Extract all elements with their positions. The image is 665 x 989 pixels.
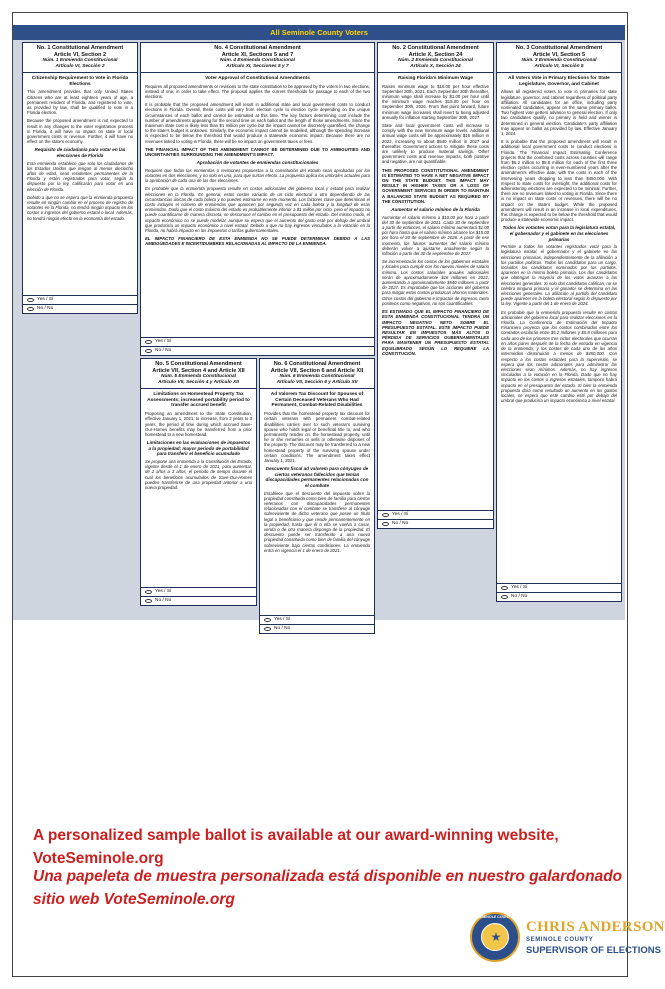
amendment-2-es-text: Aumentar el salario mínimo a $10.00 por hora a partir del 30 de septiembre de 2021. Cada 30 de septiembre a partir de entonces, el salario mínimo aumentará $1.00 por hora hasta que el salario mínimo alcance los $15.00 por hora el 30 de septiembre de 2026. A partir de ese momento, los futuros aumentos del salario mínimo deberán volver a ajustarse anualmente según la inflación a partir del 30 de septiembre de 2027. bbox=[382, 214, 489, 257]
amendment-4-title: No. 4 Constitutional Amendment bbox=[214, 45, 301, 51]
amendment-5-subtitle: Limitations on Homestead Property Tax Assessments; increased portability period to transfer accrued benefit bbox=[147, 391, 250, 409]
no-label: No / No bbox=[155, 598, 172, 603]
amendment-6-card bbox=[259, 358, 375, 634]
amendment-1-article: Article VI, Section 2 bbox=[53, 51, 107, 58]
ballot-area bbox=[13, 40, 625, 631]
amendment-3-text: Allows all registered voters to vote in primaries for state legislature, governor, and cabinet regardless of political party affiliation. All candidates for an office, including party nominated candidates, appear on the same primary ballot. Two highest vote getters advance to general election. If only two candidates qualify, no primary is held and winner is determined in general election. Candidate's party affiliation may appear on ballot as provided by law. Effective January 1, 2024. bbox=[501, 89, 617, 136]
amendment-4-yes[interactable] bbox=[141, 337, 374, 346]
amendment-4-es-text: Requiere que todas las enmiendas o revisiones propuestas a la constitución del estado sean aprobadas por los votantes en dos elecciones, y no solo en una, para que surtan efecto. La propuesta aplica los umbrales actuales para la aprobación de cada una de las dos elecciones. bbox=[145, 167, 370, 184]
amendment-5-yes[interactable] bbox=[141, 587, 256, 596]
county-seal-icon bbox=[470, 912, 520, 962]
vote-oval-icon[interactable] bbox=[501, 586, 508, 590]
no-label: No / No bbox=[511, 594, 528, 599]
amendment-6-es-title: Núm. 6 Enmienda Constitucional bbox=[279, 374, 355, 380]
amendment-1-title: No. 1 Constitutional Amendment bbox=[36, 45, 124, 51]
amendment-2-title: No. 2 Constitutional Amendment bbox=[392, 45, 479, 51]
amendment-2-no[interactable] bbox=[378, 519, 493, 528]
amendment-1-es-subtitle: Requisito de ciudadanía para votar en las elecciones de Florida bbox=[34, 147, 126, 158]
amendment-2-es-subtitle: Aumentar el salario mínimo de la Florida bbox=[391, 207, 480, 213]
vote-oval-icon[interactable] bbox=[27, 307, 34, 311]
amendment-2-es-caps: ES ESTIMADO QUE EL IMPACTO FINANCIERO DE ESTA ENMIENDA CONSTITUCIONAL TENDRÁ UN IMPACTO NEGATIVO NETO SOBRE EL PRESUPUESTO ESTATAL. ESTE IMPACTO PUEDE RESULTAR EN IMPUESTOS MÁS ALTOS O PÉRDIDA DE SERVICIOS GUBERNAMENTALES PARA MANTENER UN PRESUPUESTO ESTATAL EQUILIBRADO SEGÚN LO REQUIERE LA CONSTITUCIÓN. bbox=[382, 309, 489, 356]
sample-ballot-notice-es bbox=[33, 865, 623, 911]
amendment-6-subtitle: Ad Valorem Tax Discount for Spouses of Certain Deceased Veterans Who Had Permanent, Combat-Related Disabilities bbox=[270, 391, 364, 409]
amendment-3-article: Article VI, Section 5 bbox=[532, 51, 586, 58]
amendment-1-card bbox=[22, 42, 138, 314]
no-label: No / No bbox=[392, 521, 409, 526]
amendment-5-article: Article VII, Section 4 and Article XII bbox=[152, 367, 245, 374]
amendment-4-es-article: Artículo XI, Secciones 5 y 7 bbox=[226, 63, 289, 69]
yes-label: Yes / Sí bbox=[392, 512, 409, 517]
vote-oval-icon[interactable] bbox=[27, 298, 34, 302]
amendment-5-title: No. 5 Constitutional Amendment bbox=[155, 361, 242, 367]
seal-text: SEMINOLE COUNTY bbox=[477, 915, 513, 919]
amendment-2-article: Article X, Section 24 bbox=[408, 51, 463, 58]
amendment-4-article: Article XI, Sections 5 and 7 bbox=[221, 51, 294, 58]
star-icon: ★ bbox=[490, 930, 502, 944]
amendment-5-es-title: Núm. 5 Enmienda Constitucional bbox=[161, 374, 236, 380]
no-label: No / No bbox=[155, 348, 172, 353]
amendment-1-no[interactable] bbox=[23, 304, 137, 313]
amendment-1-impact: Because the proposed amendment is not expected to result in any changes to the voter registration process in Florida, it will have no impact on state or local government costs or revenue. Further, it will have no effect on the state's economy. bbox=[27, 118, 133, 145]
amendment-1-es-title: Núm. 1 Enmienda Constitucional bbox=[42, 58, 118, 64]
amendment-6-es-subtitle: Descuento fiscal ad valorem para cónyuges de ciertos veteranos fallecidos que tenían discapacidades permanentes relacionadas con el combate bbox=[265, 466, 369, 488]
amendment-4-no[interactable] bbox=[141, 346, 374, 355]
yes-label: Yes / Sí bbox=[155, 339, 172, 344]
website-link-es[interactable]: sitio web VoteSeminole.org bbox=[33, 891, 235, 908]
amendment-1-es-article: Artículo VI, Sección 2 bbox=[55, 63, 105, 69]
yes-label: Yes / Sí bbox=[37, 297, 54, 302]
amendment-5-text: Proposing an amendment to the State Constitution, effective January 1, 2021, to increase, from 2 years to 3 years, the period of time during which accrued Save-Our-Homes benefits may be transferred from a prior homestead to a new homestead. bbox=[145, 411, 252, 437]
amendment-4-impact: It is probable that the proposed amendment will result in additional state and local government costs to conduct elections in Florida. Overall, these costs will vary from election cycle to election cycle depending on the unique circumstances of each ballot and cannot be estimated at this time. The key factors determining cost include the number of amendments appearing for the second time on each ballot and the length of those amendments. Since the maximum state cost is likely less than $1 million per cycle but the impact cannot be discretely quantified, the change to the state's budget is unknown. Similarly, the economic impact cannot be modelled, although the spending increase is expected to be below the threshold that would produce a statewide economic impact. Because there are no revenues linked to voting in Florida, there will be no impact on government taxes or fees. bbox=[145, 102, 370, 144]
amendment-4-es-caps: EL IMPACTO FINANCIERO DE ESTA ENMIENDA NO SE PUEDE DETERMINAR DEBIDO A LAS AMBIGÜEDADES E INCERTIDUMBRES RELACIONADAS AL IMPACTO DE LA ENMIENDA. bbox=[145, 236, 370, 247]
supervisor-logo bbox=[470, 910, 665, 965]
amendment-3-card bbox=[496, 42, 622, 602]
amendment-2-es-title: Núm. 2 Enmienda Constitucional bbox=[398, 58, 473, 64]
amendment-1-es-impact: Debido a que no se espera que la enmienda propuesta resulte en ningún cambio en el proceso de registro de votantes en la Florida, no tendrá ningún impacto en los costos o ingresos del gobierno estatal o local. Además, no tendrá ningún efecto en la economía del estado. bbox=[27, 194, 133, 221]
amendment-2-impact: State and local government costs will increase to comply with the new minimum wage levels. Additional annual wage costs will be approximately $16 million in 2022, increasing to about $540 million in 2027 and thereafter. Government actions to mitigate these costs are unlikely to produce material savings. Other government costs and revenue impacts, both positive and negative, are not quantifiable. bbox=[382, 123, 489, 165]
amendment-6-es-article: Artículo VII, Sección 6 y Artículo XII bbox=[276, 379, 358, 385]
amendment-3-impact: It is probable that the proposed amendment will result in additional local government costs to conduct elections in Florida. The Financial Impact Estimating Conference projects that the combined costs across counties will range from $5.2 million to $5.8 million for each of the first three election cycles occurring in even-numbered years after the amendment's effective date, with the costs in each of the intervening years dropping to less than $450,000. With respect to state costs for oversight, the additional costs for administering elections are expected to be minimal. Further, there are no revenues linked to voting in Florida. Since there is no impact on state costs or revenues, there will be no impact on the state's budget. While the proposed amendment will result in an increase in local expenditures, this change is expected to be below the threshold that would produce a statewide economic impact. bbox=[501, 139, 617, 223]
supervisor-role: SUPERVISOR OF ELECTIONS bbox=[526, 945, 661, 956]
amendment-6-yes[interactable] bbox=[260, 615, 374, 624]
notice-en-line1: A personalized sample ballot is available at our award-winning website, bbox=[33, 827, 559, 844]
amendment-4-text: Requires all proposed amendments or revisions to the state constitution to be approved by the voters in two elections, instead of one, in order to take effect. The proposal applies the current thresholds for passage to each of the two elections. bbox=[145, 83, 370, 99]
vote-oval-icon[interactable] bbox=[145, 590, 152, 594]
yes-label: Yes / Sí bbox=[274, 617, 291, 622]
amendment-4-es-impact: Es probable que la enmienda propuesta resulte en costos adicionales del gobierno local y estatal para realizar elecciones en la Florida. En general, estos costos variarán de un ciclo electoral a otro dependiendo de las circunstancias únicas de cada boleta y no pueden estimarse en este momento. Los factores clave que determinan el costo incluyen el número de enmiendas que aparecen por segunda vez en cada boleta y la longitud de esas enmiendas. Dado que el costo máximo del estado es probablemente inferior a $1 millón por ciclo, pero el impacto no puede cuantificarse de manera discreta, se desconoce el cambio en el presupuesto del estado. Del mismo modo, el impacto económico no se puede modelar, aunque se espera que el aumento del gasto esté por debajo del umbral que produciría un impacto económico a nivel estatal. Debido a que no hay ingresos vinculados a la votación en la Florida, no habrá impacto en los impuestos o tarifas gubernamentales. bbox=[145, 186, 370, 234]
no-label: No / No bbox=[274, 626, 291, 631]
amendment-6-no[interactable] bbox=[260, 624, 374, 633]
vote-oval-icon[interactable] bbox=[145, 340, 152, 344]
vote-oval-icon[interactable] bbox=[382, 513, 389, 517]
amendment-5-card bbox=[140, 358, 257, 606]
amendment-5-es-article: Artículo VII, Sección 4 y Artículo XII bbox=[158, 379, 239, 385]
amendment-6-article: Article VII, Section 6 and Article XII bbox=[270, 367, 364, 374]
amendment-2-header bbox=[378, 43, 493, 73]
amendment-6-text: Provides that the homestead property tax discount for certain veterans with permanent combat-related disabilities carries over to such veteran's surviving spouse who holds legal or beneficial title to, and who permanently resides on, the homestead property, until he or she remarries or sells or otherwise disposes of the property. The discount may be transferred to a new homestead property of the surviving spouse under certain conditions. The amendment takes effect January 1, 2021. bbox=[264, 411, 370, 463]
amendment-2-es-impact: Se incrementarán los costos de los gobiernos estatales y locales para cumplir con los nuevos niveles de salario mínimo. Los costos salariales anuales adicionales serán de aproximadamente $16 millones en 2022, aumentando a aproximadamente $540 millones a partir de 2027. Es improbable que las acciones del gobierno para mitigar estos costos produzcan ahorros materiales. Otros costos del gobierno e impactos de ingresos, tanto positivos como negativos, no son cuantificables. bbox=[382, 259, 489, 306]
amendment-6-title: No. 6 Constitutional Amendment bbox=[273, 361, 361, 367]
amendment-6-es-text: Establece que el descuento del impuesto sobre la propiedad constituida como bien de familia para ciertos veteranos con discapacidades permanentes relacionadas con el combate se transfiere al cónyuge sobreviviente de dicho veterano que posee un título legal o beneficioso y que reside permanentemente en la propiedad, hasta que él o ella se vuelva a casar, venda o de otra manera disponga de la propiedad. El descuento puede ser transferido a una nueva propiedad constituida como bien de familia del cónyuge sobreviviente bajo ciertas condiciones. La enmienda entra en vigencia el 1 de enero de 2021. bbox=[264, 490, 370, 553]
vote-oval-icon[interactable] bbox=[264, 618, 271, 622]
amendment-3-es-subtitle: Todos los votantes votan para la legislatura estatal, el gobernador y el gabinete en las elecciones primarias bbox=[502, 225, 616, 242]
amendment-3-yes[interactable] bbox=[497, 583, 621, 592]
amendment-2-subtitle: Raising Florida's Minimum Wage bbox=[398, 75, 473, 81]
amendment-3-es-text: Permite a todos los votantes registrados votar para la legislatura estatal, el gobernador y el gabinete en las elecciones primarias, independientemente de la afiliación a los partidos políticos. Todos los candidatos para un cargo, incluidos los candidatos nominados por los partidos, aparecen en la misma boleta primaria. Los dos candidatos que obtengan la mayoría de los votos avanzan a las elecciones generales. Si solo dos candidatos califican, no se celebra ninguna primaria y el ganador se determina en las elecciones generales. La afiliación al partido del candidato puede aparecer en la boleta electoral según lo dispuesto por la ley. Vigente a partir del 1 de enero de 2024. bbox=[501, 244, 617, 307]
amendment-4-subtitle: Voter Approval of Constitutional Amendments bbox=[205, 75, 310, 81]
supervisor-county: SEMINOLE COUNTY bbox=[526, 937, 594, 943]
amendment-4-es-subtitle: Aprobación de votantes de enmiendas constitucionales bbox=[196, 160, 319, 166]
amendment-2-yes[interactable] bbox=[378, 510, 493, 519]
amendment-4-es-title: Núm. 4 Enmienda Constitucional bbox=[220, 58, 295, 64]
amendment-3-header bbox=[497, 43, 621, 73]
amendment-4-card bbox=[140, 42, 375, 356]
amendment-3-es-article: Artículo VI, Sección 5 bbox=[534, 63, 584, 69]
amendment-2-caps: THIS PROPOSED CONSTITUTIONAL AMENDMENT IS ESTIMATED TO HAVE A NET NEGATIVE IMPACT ON THE STATE BUDGET. THIS IMPACT MAY RESULT IN HIGHER TAXES OR A LOSS OF GOVERNMENT SERVICES IN ORDER TO MAINTAIN A BALANCED STATE BUDGET AS REQUIRED BY THE CONSTITUTION. bbox=[382, 167, 489, 204]
vote-oval-icon[interactable] bbox=[501, 595, 508, 599]
amendment-5-es-text: Se propone una enmienda a la Constitución del Estado, vigente desde el 1 de enero de 2021, para aumentar, de 2 años a 3 años, el periodo de tiempo durante el cual los beneficios acumulados de Save-Our-Homes pueden transferirse de una propiedad anterior a una nueva propiedad. bbox=[145, 458, 252, 490]
vote-oval-icon[interactable] bbox=[382, 522, 389, 526]
amendment-4-caps: THE FINANCIAL IMPACT OF THIS AMENDMENT CANNOT BE DETERMINED DUE TO AMBIGUITIES AND UNCERTAINTIES SURROUNDING THE AMENDMENT'S IMPACT. bbox=[145, 146, 370, 158]
vote-oval-icon[interactable] bbox=[145, 599, 152, 603]
website-link-en[interactable]: VoteSeminole.org bbox=[33, 850, 164, 867]
amendment-3-es-title: Núm. 3 Enmienda Constitucional bbox=[521, 58, 597, 64]
amendment-3-es-impact: Es probable que la enmienda propuesta resulte en costos adicionales del gobierno local para realizar elecciones en la Florida. La Conferencia de Estimación del Impacto Financiero proyecta que los costos combinados entre los condados oscilarán entre $5.2 millones y $5.8 millones para cada uno de los primeros tres ciclos electorales que ocurran en años pares después de la fecha de entrada en vigencia de la enmienda, y los costos de cada uno de los años intermedios disminuirán a menos de $450,000. Con respecto a los costos estatales para la supervisión, se espera que los costos adicionales para administrar las elecciones sean mínimos. Además, no hay ingresos vinculados a la votación en la Florida. Dado que no hay impacto en los costos o ingresos estatales, tampoco habrá impacto en el presupuesto del estado. Si bien la enmienda propuesta dará como resultado un aumento en los gastos locales, se espera que este cambio esté por debajo del umbral que produciría un impacto económico a nivel estatal. bbox=[501, 309, 617, 404]
amendment-5-es-subtitle: Limitaciones en las evaluaciones de impuestos a la propiedad; mayor periodo de portabilidad para transferir el beneficio acumulado bbox=[146, 440, 251, 457]
ballot-header: All Seminole County Voters bbox=[13, 25, 625, 40]
amendment-1-subtitle: Citizenship Requirement to Vote in Florida Elections bbox=[31, 75, 129, 87]
amendment-5-header bbox=[141, 359, 256, 389]
amendment-2-text: Raises minimum wage to $10.00 per hour effective September 30th, 2021. Each September 30th thereafter, minimum wage shall increase by $1.00 per hour until the minimum wage reaches $15.00 per hour on September 30th, 2026. From that point forward, future minimum wage increases shall revert to being adjusted annually for inflation starting September 30th, 2027. bbox=[382, 83, 490, 120]
vote-oval-icon[interactable] bbox=[264, 627, 271, 631]
amendment-6-header bbox=[260, 359, 374, 389]
amendment-1-text: This amendment provides that only United States Citizens who are at least eighteen years of age, a permanent resident of Florida, and registered to vote, as provided by law, shall be qualified to vote in a Florida election. bbox=[27, 89, 133, 116]
amendment-4-header bbox=[141, 43, 374, 73]
amendment-2-es-article: Artículo X, Sección 24 bbox=[410, 63, 461, 69]
amendment-1-yes[interactable] bbox=[23, 295, 137, 304]
amendment-3-subtitle: All Voters Vote in Primary Elections for State Legislature, Governor, and Cabinet bbox=[508, 75, 610, 87]
sample-ballot-notice-en bbox=[33, 824, 623, 870]
notice-es-line1: Una papeleta de muestra personalizada está disponible en nuestro galardonado bbox=[33, 868, 623, 885]
supervisor-name: CHRIS ANDERSON bbox=[526, 919, 665, 935]
no-label: No / No bbox=[37, 306, 54, 311]
yes-label: Yes / Sí bbox=[155, 589, 172, 594]
amendment-1-header bbox=[23, 43, 137, 73]
amendment-1-es-text: Esta enmienda establece que solo los ciudadanos de los Estados Unidos que tengan al menos dieciocho años de edad, sean residentes permanentes de la Florida y estén registrados para votar, según lo dispuesto por la ley, calificarán para votar en una elección de Florida. bbox=[27, 160, 133, 192]
amendment-5-no[interactable] bbox=[141, 596, 256, 605]
amendment-3-title: No. 3 Constitutional Amendment bbox=[515, 45, 603, 51]
amendment-2-card bbox=[377, 42, 494, 529]
yes-label: Yes / Sí bbox=[511, 585, 528, 590]
amendment-3-no[interactable] bbox=[497, 592, 621, 601]
vote-oval-icon[interactable] bbox=[145, 349, 152, 353]
